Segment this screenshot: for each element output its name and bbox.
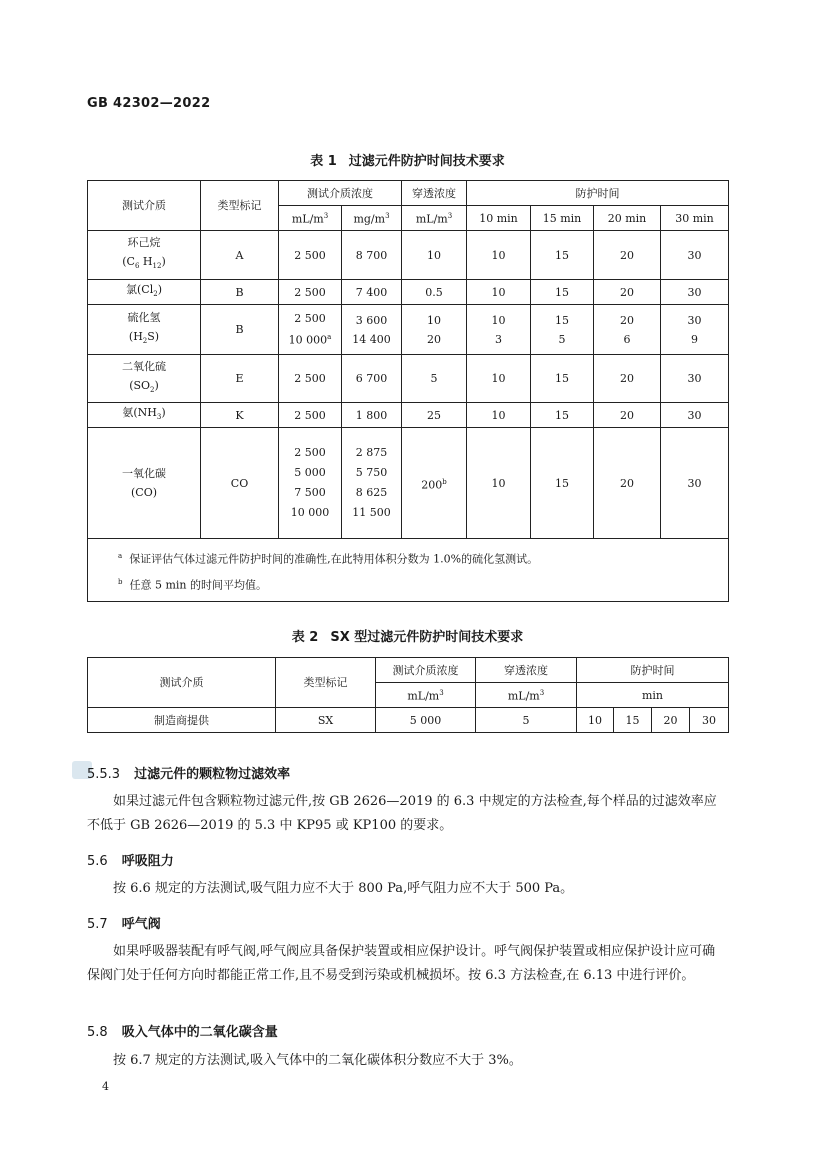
t2-unit-conc: $mL/m^3$ xyxy=(376,683,476,708)
section-body: 如果呼吸器装配有呼气阀,呼气阀应具备保护装置或相应保护设计。呼气阀保护装置或相应保护设计应可确保阀门处于任何方向时都能正常工作,且不易受到污染或机械损坏。按 6.3 方法检查,在 6.13 中进行评价。 xyxy=(87,944,716,983)
value-cell: 7 400 xyxy=(342,280,402,305)
section-number: 5.6 xyxy=(87,854,108,869)
value-cell: 8 700 xyxy=(342,231,402,280)
value-cell: 2 500 xyxy=(279,355,342,403)
section-heading xyxy=(87,1021,278,1040)
section-title: 呼吸阻力 xyxy=(121,854,174,869)
value-cell: 15 xyxy=(531,403,594,428)
t1-time-10: 10 min xyxy=(467,206,531,231)
medium-cell: 二氧化硫 $(SO_2)$ xyxy=(88,355,201,403)
medium-cell: 环己烷 ($C_6$ $H_{12}$) xyxy=(88,231,201,280)
t2-header-type: 类型标记 xyxy=(276,658,376,708)
t1-header-protection-time: 防护时间 xyxy=(467,181,729,206)
value-cell: 10 xyxy=(577,708,614,733)
value-cell: 10 xyxy=(467,231,531,280)
table1 xyxy=(87,180,729,602)
table-row xyxy=(88,305,729,355)
t1-unit-ml-break: $mL/m^3$ xyxy=(402,206,467,231)
note-b: 任意 5 min 的时间平均值。 xyxy=(129,578,268,592)
table-row xyxy=(88,708,729,733)
table2-caption xyxy=(87,626,728,645)
medium-cell: 制造商提供 xyxy=(88,708,276,733)
value-cell: 15 xyxy=(531,428,594,539)
value-cell: 30 xyxy=(661,403,729,428)
table2-caption-text: SX 型过滤元件防护时间技术要求 xyxy=(330,630,524,645)
value-cell: 2 500 10 000$^a$ xyxy=(279,305,342,355)
value-cell: 10 xyxy=(467,280,531,305)
table-row xyxy=(88,403,729,428)
table1-caption xyxy=(87,150,728,169)
type-cell: E xyxy=(201,355,279,403)
t1-header-breakthrough: 穿透浓度 xyxy=(402,181,467,206)
type-cell: SX xyxy=(276,708,376,733)
t2-header-concentration: 测试介质浓度 xyxy=(376,658,476,683)
t2-unit-min: min xyxy=(577,683,729,708)
page-number: 4 xyxy=(102,1080,109,1093)
section-heading xyxy=(87,850,174,869)
value-cell: 2 500 xyxy=(279,280,342,305)
value-cell: 30 xyxy=(690,708,729,733)
value-cell: 20 xyxy=(594,280,661,305)
value-cell: 10 xyxy=(402,231,467,280)
value-cell: 10 xyxy=(467,428,531,539)
type-cell: B xyxy=(201,305,279,355)
table-row xyxy=(88,355,729,403)
value-cell: 3 600 14 400 xyxy=(342,305,402,355)
value-cell: 2 500 xyxy=(279,231,342,280)
value-cell: 5 000 xyxy=(376,708,476,733)
value-cell: 5 xyxy=(402,355,467,403)
section-heading xyxy=(87,913,161,932)
table1-caption-text: 过滤元件防护时间技术要求 xyxy=(348,154,505,169)
t1-unit-mg: $mg/m^3$ xyxy=(342,206,402,231)
medium-cell: 氯$(Cl_2)$ xyxy=(88,280,201,305)
value-cell: 15 5 xyxy=(531,305,594,355)
section-body: 按 6.6 规定的方法测试,吸气阻力应不大于 800 Pa,呼气阻力应不大于 500 Pa。 xyxy=(113,881,574,896)
value-cell: 15 xyxy=(531,280,594,305)
value-cell: 1 800 xyxy=(342,403,402,428)
value-cell: 10 xyxy=(467,355,531,403)
table-notes xyxy=(88,539,729,601)
note-a: 保证评估气体过滤元件防护时间的准确性,在此特用体积分数为 1.0%的硫化氢测试。 xyxy=(129,553,539,567)
value-cell: 30 xyxy=(661,355,729,403)
value-cell: 20 xyxy=(594,403,661,428)
value-cell: 15 xyxy=(531,355,594,403)
value-cell: 2 500 xyxy=(279,403,342,428)
medium-cell: 一氧化碳 (CO) xyxy=(88,428,201,539)
table-row xyxy=(88,231,729,280)
table-row xyxy=(88,428,729,539)
medium-cell: 氨$(NH_3)$ xyxy=(88,403,201,428)
value-cell: 5 xyxy=(476,708,577,733)
value-cell: 15 xyxy=(531,231,594,280)
section-heading xyxy=(87,763,290,782)
value-cell: 15 xyxy=(614,708,652,733)
t1-time-15: 15 min xyxy=(531,206,594,231)
value-cell: 30 xyxy=(661,428,729,539)
t1-time-20: 20 min xyxy=(594,206,661,231)
type-cell: CO xyxy=(201,428,279,539)
value-cell: 20 xyxy=(652,708,690,733)
value-cell: 20 xyxy=(594,231,661,280)
value-cell: 10 20 xyxy=(402,305,467,355)
section-number: 5.8 xyxy=(87,1025,108,1040)
standard-number: GB 42302—2022 xyxy=(87,96,211,111)
table1-caption-number: 表 1 xyxy=(310,154,337,169)
section-body: 如果过滤元件包含颗粒物过滤元件,按 GB 2626—2019 的 6.3 中规定的方法检查,每个样品的过滤效率应不低于 GB 2626—2019 的 5.3 中 KP95 或 KP100 的要求。 xyxy=(87,794,717,833)
t1-time-30: 30 min xyxy=(661,206,729,231)
t2-header-medium: 测试介质 xyxy=(88,658,276,708)
t1-header-type: 类型标记 xyxy=(201,181,279,231)
section-title: 呼气阀 xyxy=(121,917,161,932)
table2 xyxy=(87,657,729,733)
type-cell: A xyxy=(201,231,279,280)
t1-header-medium: 测试介质 xyxy=(88,181,201,231)
value-cell: 0.5 xyxy=(402,280,467,305)
section-number: 5.7 xyxy=(87,917,108,932)
t2-header-protection-time: 防护时间 xyxy=(577,658,729,683)
section-number: 5.5.3 xyxy=(87,767,121,782)
value-cell: 200$^b$ xyxy=(402,428,467,539)
table2-caption-number: 表 2 xyxy=(291,630,319,645)
value-cell: 20 xyxy=(594,355,661,403)
value-cell: 10 3 xyxy=(467,305,531,355)
value-cell: 20 6 xyxy=(594,305,661,355)
table-row xyxy=(88,280,729,305)
value-cell: 10 xyxy=(467,403,531,428)
t2-header-breakthrough: 穿透浓度 xyxy=(476,658,577,683)
value-cell: 30 xyxy=(661,280,729,305)
type-cell: K xyxy=(201,403,279,428)
value-cell: 20 xyxy=(594,428,661,539)
medium-cell: 硫化氢 $(H_2S)$ xyxy=(88,305,201,355)
value-cell: 2 875 5 750 8 625 11 500 xyxy=(342,428,402,539)
value-cell: 30 xyxy=(661,231,729,280)
value-cell: 6 700 xyxy=(342,355,402,403)
section-title: 过滤元件的颗粒物过滤效率 xyxy=(134,767,291,782)
t1-header-concentration: 测试介质浓度 xyxy=(279,181,402,206)
value-cell: 2 500 5 000 7 500 10 000 xyxy=(279,428,342,539)
value-cell: 25 xyxy=(402,403,467,428)
t2-unit-break: $mL/m^3$ xyxy=(476,683,577,708)
value-cell: 30 9 xyxy=(661,305,729,355)
t1-unit-ml: $mL/m^3$ xyxy=(279,206,342,231)
type-cell: B xyxy=(201,280,279,305)
section-title: 吸入气体中的二氧化碳含量 xyxy=(121,1025,278,1040)
section-body: 按 6.7 规定的方法测试,吸入气体中的二氧化碳体积分数应不大于 3%。 xyxy=(113,1053,522,1068)
notes-cell: $^a$ 保证评估气体过滤元件防护时间的准确性,在此特用体积分数为 1.0%的硫化氢测试。 $^b$ 任意 5 min 的时间平均值。 xyxy=(88,539,729,601)
